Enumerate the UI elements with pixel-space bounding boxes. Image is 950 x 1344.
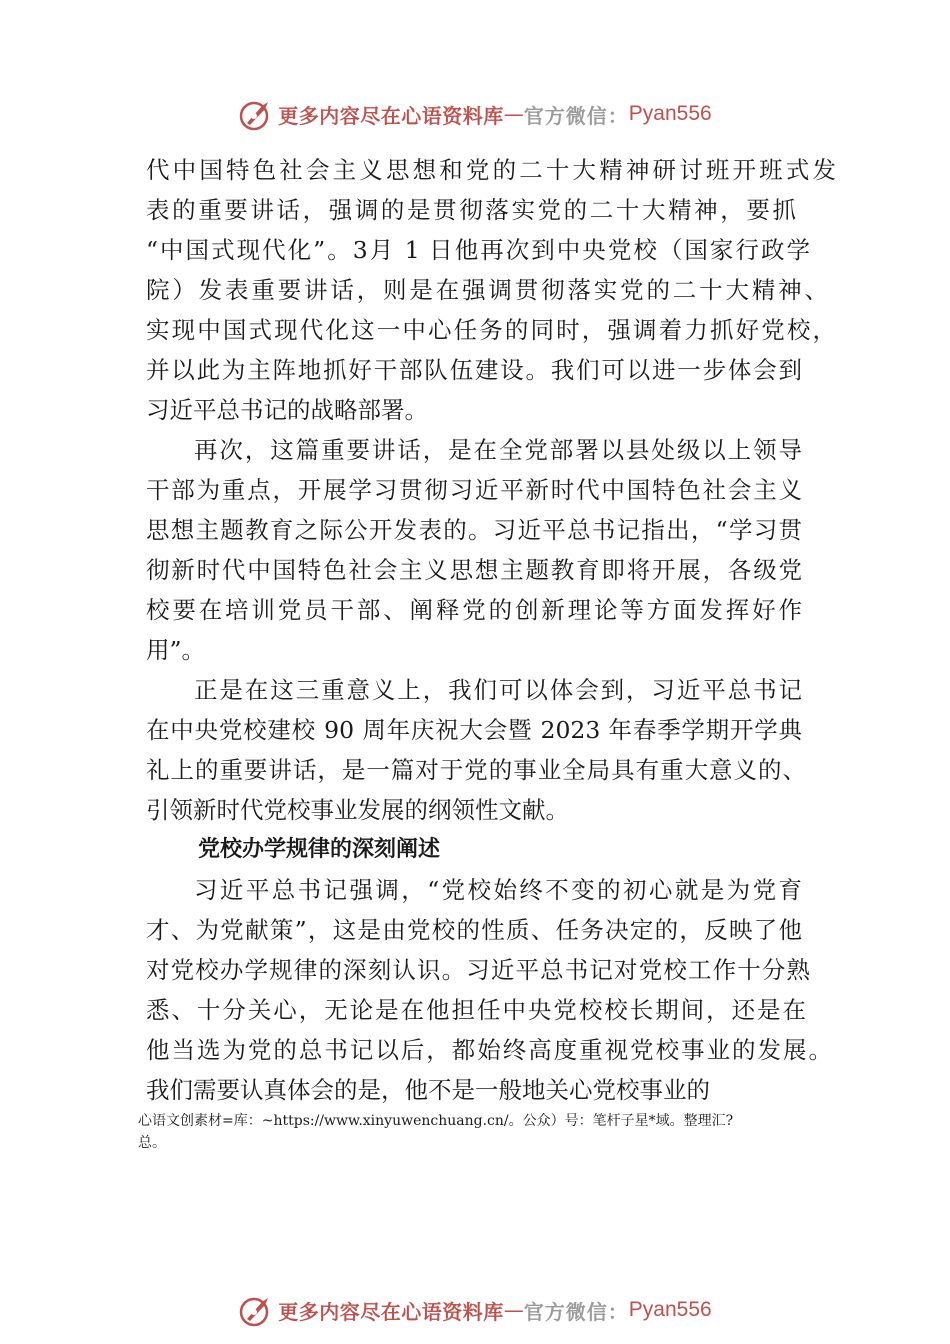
text-line: 校要在培训党员干部、阐释党的创新理论等方面发挥好作 xyxy=(146,596,802,624)
banner-wechat-label: 官方微信： xyxy=(523,103,629,128)
section-heading: 党校办学规律的深刻阐述 xyxy=(198,837,441,862)
text-line: 表的重要讲话，强调的是贯彻落实党的二十大精神，要抓 xyxy=(146,196,796,224)
text-line: 习近平总书记的战略部署。 xyxy=(146,396,428,424)
text-line: 礼上的重要讲话，是一篇对于党的事业全局具有重大意义的、 xyxy=(146,756,806,784)
banner-library-text: 更多内容尽在心语资料库 xyxy=(278,1299,504,1324)
text-line: 才、为党献策”，这是由党校的性质、任务决定的，反映了他 xyxy=(146,916,802,944)
text-line: 在中央党校建校 90 周年庆祝大会暨 2023 年春季学期开学典 xyxy=(146,716,802,744)
text-line: 代中国特色社会主义思想和党的二十大精神研讨班开班式发 xyxy=(146,156,836,184)
text-line: 对党校办学规律的深刻认识。习近平总书记对党校工作十分熟 xyxy=(146,956,810,984)
banner-wechat-id: Pyan556 xyxy=(628,1298,712,1321)
text-line: 我们需要认真体会的是，他不是一般地关心党校事业的 xyxy=(146,1076,710,1104)
text-line: 思想主题教育之际公开发表的。习近平总书记指出，“学习贯 xyxy=(146,516,802,544)
source-footnote xyxy=(138,1110,858,1154)
text-line: 彻新时代中国特色社会主义思想主题教育即将开展，各级党 xyxy=(146,556,802,584)
footnote-line: 心语文创素材=库：~https://www.xinyuwenchuang.cn/。公众）号：笔杆子星*域。整理汇? xyxy=(138,1113,734,1129)
text-line: 悉、十分关心，无论是在他担任中央党校校长期间，还是在 xyxy=(146,996,806,1024)
text-line: 引领新时代党校事业发展的纲领性文献。 xyxy=(146,796,569,824)
text-line: 干部为重点，开展学习贯彻习近平新时代中国特色社会主义 xyxy=(146,476,802,504)
text-line: “中国式现代化”。3月 1 日他再次到中央党校（国家行政学 xyxy=(146,236,810,264)
text-line: 他当选为党的总书记以后，都始终高度重视党校事业的发展。 xyxy=(146,1036,832,1064)
text-line: 再次，这篇重要讲话，是在全党部署以县处级以上领导 xyxy=(194,436,802,464)
text-line: 习近平总书记强调，“党校始终不变的初心就是为党育 xyxy=(194,876,802,904)
text-line: 并以此为主阵地抓好干部队伍建设。我们可以进一步体会到 xyxy=(146,356,802,384)
pen-nib-logo-icon xyxy=(238,96,274,132)
article-body xyxy=(146,150,836,1110)
footer-banner xyxy=(0,1288,950,1332)
banner-wechat-id: Pyan556 xyxy=(628,102,712,125)
text-line: 实现中国式现代化这一中心任务的同时，强调着力抓好党校， xyxy=(146,316,836,344)
banner-dash: — xyxy=(503,102,524,126)
text-line: 用”。 xyxy=(146,636,206,664)
banner-dash: — xyxy=(503,1298,524,1322)
text-line: 院）发表重要讲话，则是在强调贯彻落实党的二十大精神、 xyxy=(146,276,828,304)
header-banner xyxy=(0,92,950,136)
text-line: 正是在这三重意义上，我们可以体会到，习近平总书记 xyxy=(194,676,802,704)
footnote-line: 总。 xyxy=(138,1135,166,1151)
banner-library-text: 更多内容尽在心语资料库 xyxy=(278,103,504,128)
banner-wechat-label: 官方微信： xyxy=(523,1299,629,1324)
pen-nib-logo-icon xyxy=(238,1292,274,1328)
